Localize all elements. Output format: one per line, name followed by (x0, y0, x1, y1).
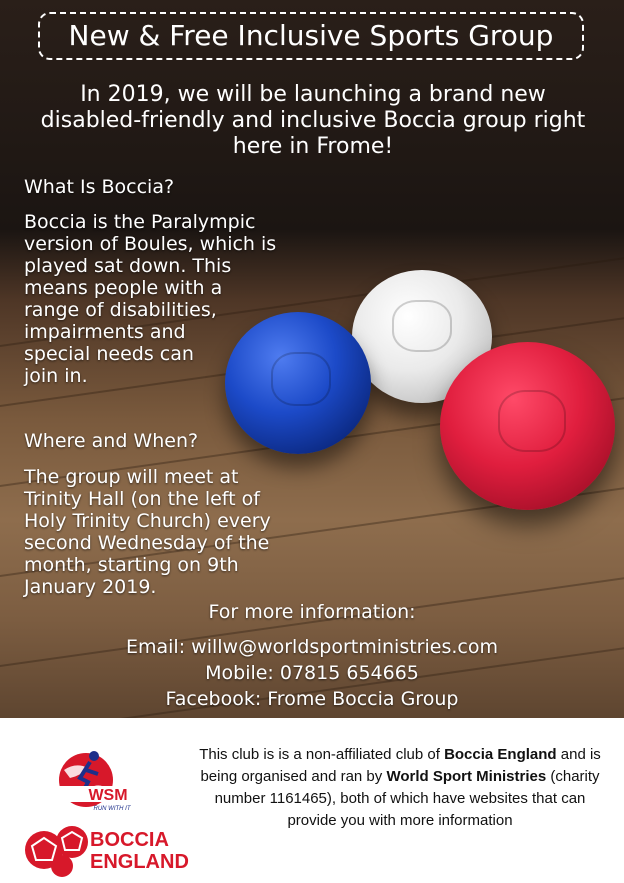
where-line: second Wednesday of the (24, 532, 270, 554)
footer-world-sport-ministries: World Sport Ministries (386, 768, 547, 785)
where-line: Holy Trinity Church) every (24, 510, 271, 532)
what-line: special needs can (24, 343, 194, 365)
what-line: means people with a (24, 277, 223, 299)
where-line: January 2019. (24, 576, 157, 598)
where-paragraph (24, 466, 334, 598)
contact-heading: For more information: (208, 601, 416, 623)
wsm-tagline: RUN WITH IT (93, 806, 131, 812)
what-line: impairments and (24, 321, 186, 343)
ball-seam (498, 390, 566, 452)
where-line: Trinity Hall (on the left of (24, 488, 260, 510)
footer-boccia-england: Boccia England (444, 746, 557, 763)
page-title: New & Free Inclusive Sports Group (68, 19, 554, 52)
what-line: join in. (24, 365, 88, 387)
contact-mobile: Mobile: 07815 654665 (205, 662, 419, 684)
what-line: played sat down. This (24, 255, 232, 277)
what-heading: What Is Boccia? (24, 176, 175, 198)
where-line: The group will meet at (24, 466, 239, 488)
footer (0, 718, 624, 883)
what-line: range of disabilities, (24, 299, 217, 321)
footer-statement (190, 744, 610, 832)
where-line: month, starting on 9th (24, 554, 239, 576)
boccia-logo-line1: BOCCIA (90, 829, 169, 851)
where-heading: Where and When? (24, 430, 199, 452)
ball-seam (392, 300, 452, 352)
contact-facebook: Facebook: Frome Boccia Group (165, 688, 459, 710)
what-line: version of Boules, which is (24, 233, 277, 255)
wsm-logo-icon (50, 748, 160, 814)
wsm-logo-text: WSM (88, 787, 128, 804)
footer-text-1: This club is is a non-affiliated club of (199, 746, 445, 763)
red-ball (440, 342, 615, 510)
contact-email: Email: willw@worldsportministries.com (126, 636, 498, 658)
boccia-england-logo-icon (22, 818, 192, 878)
intro-text: In 2019, we will be launching a brand new disabled-friendly and inclusive Boccia group right here in Frome! (40, 82, 586, 159)
footer-text-2: and is being organised and ran by (200, 746, 601, 785)
what-paragraph (24, 211, 324, 387)
boccia-logo-line2: ENGLAND (90, 851, 189, 873)
what-line: Boccia is the Paralympic (24, 211, 256, 233)
footer-text-3: (charity number 1161465), both of which have websites that can provide you with more information (214, 768, 600, 829)
